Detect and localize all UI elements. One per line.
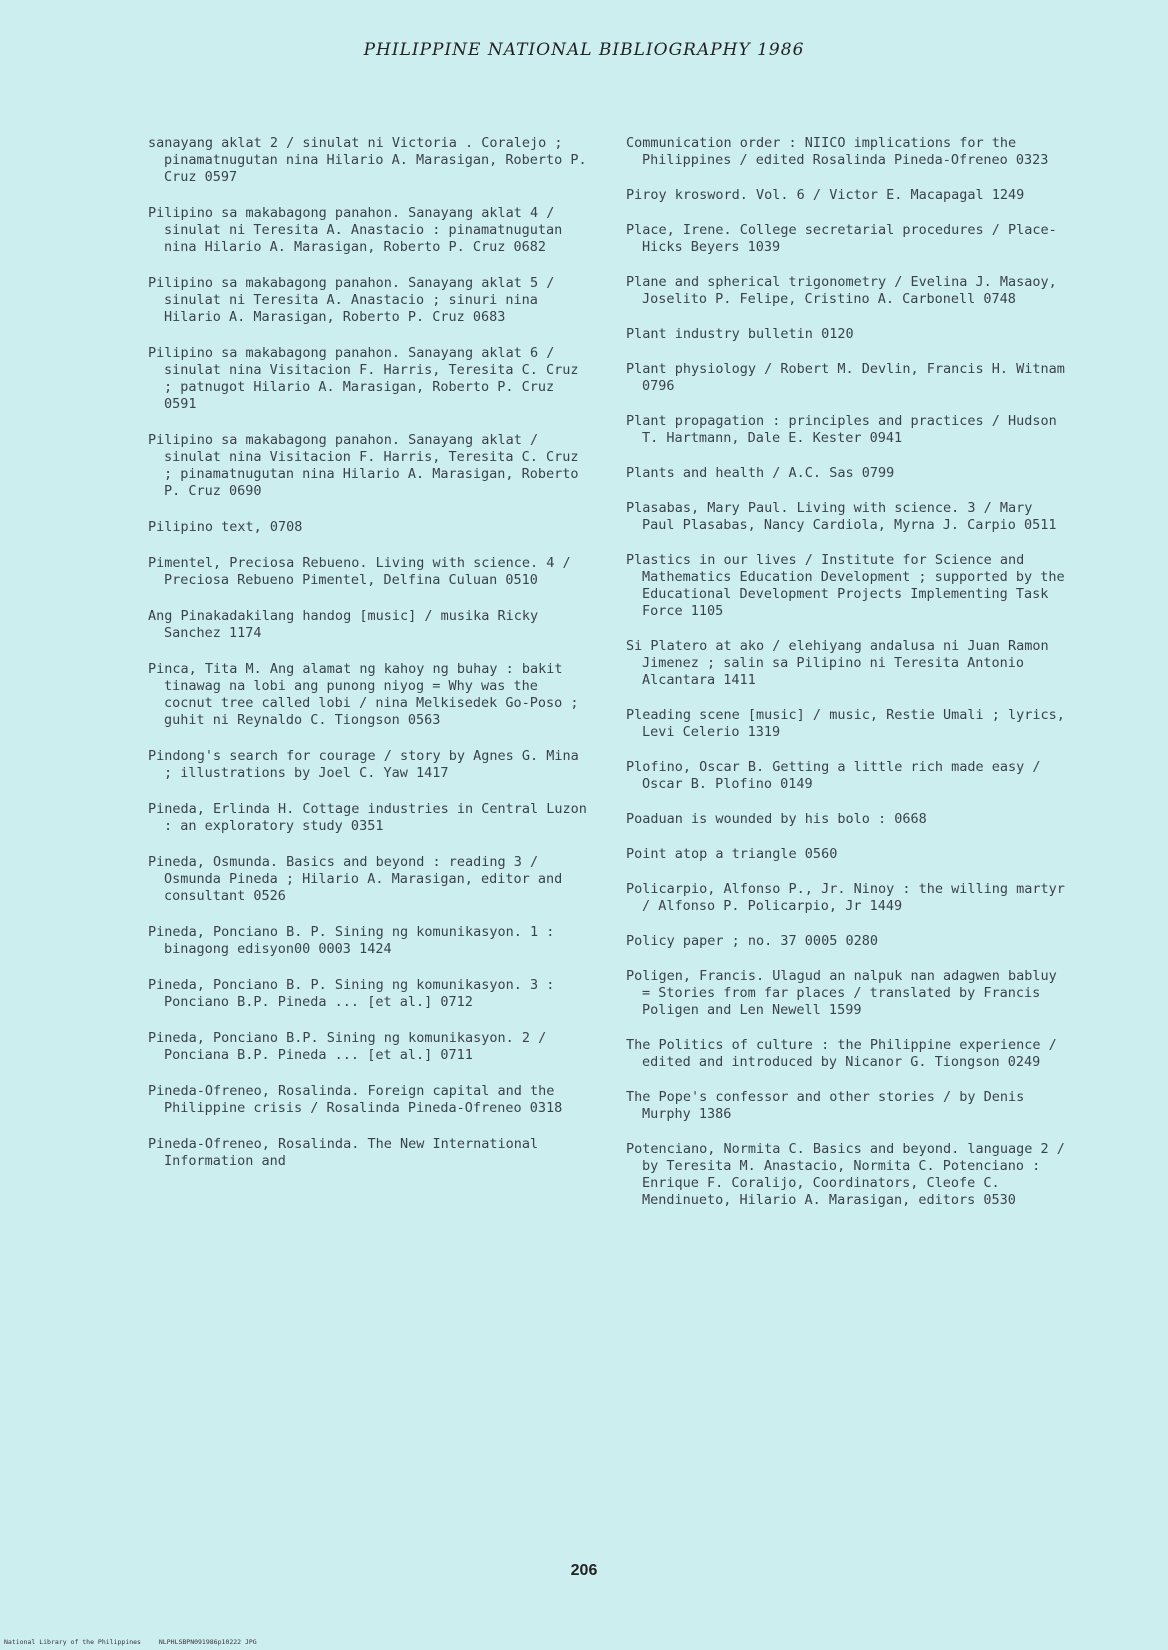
footer-library: National Library of the Philippines — [4, 1638, 141, 1646]
left-column — [148, 135, 588, 1189]
bib-entry: Plant propagation : principles and practices / Hudson T. Hartmann, Dale E. Kester 0941 — [626, 413, 1057, 446]
bib-entry: Plastics in our lives / Institute for Science and Mathematics Education Development ; supported by the Educational Development Projects Implementing Task Force 1105 — [626, 552, 1065, 619]
bib-entry: Pineda, Ponciano B.P. Sining ng komunikasyon. 2 / Ponciana B.P. Pineda ... [et al.] 0711 — [148, 1030, 547, 1063]
bib-entry: Point atop a triangle 0560 — [626, 846, 838, 862]
bib-entry: Poaduan is wounded by his bolo : 0668 — [626, 811, 927, 827]
bib-entry: Plant physiology / Robert M. Devlin, Francis H. Witnam 0796 — [626, 361, 1065, 394]
bib-entry: Pilipino sa makabagong panahon. Sanayang aklat 4 / sinulat ni Teresita A. Anastacio : pinamatnugutan nina Hilario A. Marasigan, Roberto P. Cruz 0682 — [148, 205, 563, 255]
bib-entry: Pineda-Ofreneo, Rosalinda. Foreign capital and the Philippine crisis / Rosalinda Pineda-Ofreneo 0318 — [148, 1083, 563, 1116]
bib-entry: The Pope's confessor and other stories / by Denis Murphy 1386 — [626, 1089, 1025, 1122]
right-column — [626, 135, 1071, 1227]
bib-entry: Piroy krosword. Vol. 6 / Victor E. Macapagal 1249 — [626, 187, 1025, 203]
bib-entry: Pleading scene [music] / music, Restie Umali ; lyrics, Levi Celerio 1319 — [626, 707, 1065, 740]
page-number: 206 — [570, 1562, 598, 1579]
bib-entry: Pineda, Erlinda H. Cottage industries in Central Luzon : an exploratory study 0351 — [148, 801, 587, 834]
bib-entry: Pineda, Osmunda. Basics and beyond : reading 3 / Osmunda Pineda ; Hilario A. Marasigan, editor and consultant 0526 — [148, 854, 563, 904]
bib-entry: Pineda-Ofreneo, Rosalinda. The New International Information and — [148, 1136, 539, 1169]
bib-entry: Pilipino sa makabagong panahon. Sanayang aklat 5 / sinulat ni Teresita A. Anastacio ; sinuri nina Hilario A. Marasigan, Roberto P. Cruz 0683 — [148, 275, 555, 325]
bib-entry: Plane and spherical trigonometry / Evelina J. Masaoy, Joselito P. Felipe, Cristino A. Carbonell 0748 — [626, 274, 1057, 307]
bib-entry: Pilipino text, 0708 — [148, 519, 303, 535]
bib-entry: sanayang aklat 2 / sinulat ni Victoria . Coralejo ; pinamatnugutan nina Hilario A. Marasigan, Roberto P. Cruz 0597 — [148, 135, 587, 185]
bib-entry: Plasabas, Mary Paul. Living with science. 3 / Mary Paul Plasabas, Nancy Cardiola, Myrna J. Carpio 0511 — [626, 500, 1057, 533]
bib-entry: Poligen, Francis. Ulagud an nalpuk nan adagwen babluy = Stories from far places / translated by Francis Poligen and Len Newell 1599 — [626, 968, 1057, 1018]
bib-entry: Pimentel, Preciosa Rebueno. Living with science. 4 / Preciosa Rebueno Pimentel, Delfina Culuan 0510 — [148, 555, 571, 588]
bib-entry: Plofino, Oscar B. Getting a little rich made easy / Oscar B. Plofino 0149 — [626, 759, 1041, 792]
bib-entry: Pinca, Tita M. Ang alamat ng kahoy ng buhay : bakit tinawag na lobi ang punong niyog = Why was the cocnut tree called lobi / nina Melkisedek Go-Poso ; guhit ni Reynaldo C. Tiongson 0563 — [148, 661, 579, 728]
scan-footer — [4, 1638, 271, 1646]
bib-entry: Ang Pinakadakilang handog [music] / musika Ricky Sanchez 1174 — [148, 608, 539, 641]
bib-entry: Plants and health / A.C. Sas 0799 — [626, 465, 895, 481]
bib-entry: Place, Irene. College secretarial procedures / Place-Hicks Beyers 1039 — [626, 222, 1057, 255]
bib-entry: Policy paper ; no. 37 0005 0280 — [626, 933, 878, 949]
footer-file: NLPHLSBPN091986p10222 JPG — [158, 1638, 257, 1646]
bib-entry: The Politics of culture : the Philippine experience / edited and introduced by Nicanor G. Tiongson 0249 — [626, 1037, 1057, 1070]
bib-entry: Potenciano, Normita C. Basics and beyond. language 2 / by Teresita M. Anastacio, Normita C. Potenciano : Enrique F. Coralijo, Coordinators, Cleofe C. Mendinueto, Hilario A. Marasigan, editors 0530 — [626, 1141, 1065, 1208]
bib-entry: Si Platero at ako / elehiyang andalusa ni Juan Ramon Jimenez ; salin sa Pilipino ni Teresita Antonio Alcantara 1411 — [626, 638, 1049, 688]
bib-entry: Communication order : NIICO implications for the Philippines / edited Rosalinda Pineda-Ofreneo 0323 — [626, 135, 1049, 168]
bib-entry: Pineda, Ponciano B. P. Sining ng komunikasyon. 1 : binagong edisyon00 0003 1424 — [148, 924, 555, 957]
bib-entry: Pindong's search for courage / story by Agnes G. Mina ; illustrations by Joel C. Yaw 1417 — [148, 748, 579, 781]
bib-entry: Pilipino sa makabagong panahon. Sanayang aklat / sinulat nina Visitacion F. Harris, Teresita C. Cruz ; pinamatnugutan nina Hilario A. Marasigan, Roberto P. Cruz 0690 — [148, 432, 579, 499]
bib-entry: Pineda, Ponciano B. P. Sining ng komunikasyon. 3 : Ponciano B.P. Pineda ... [et al.] 0712 — [148, 977, 555, 1010]
bib-entry: Policarpio, Alfonso P., Jr. Ninoy : the willing martyr / Alfonso P. Policarpio, Jr 1449 — [626, 881, 1065, 914]
running-header: PHILIPPINE NATIONAL BIBLIOGRAPHY 1986 — [363, 40, 805, 60]
bib-entry: Plant industry bulletin 0120 — [626, 326, 854, 342]
bib-entry: Pilipino sa makabagong panahon. Sanayang aklat 6 / sinulat nina Visitacion F. Harris, Teresita C. Cruz ; patnugot Hilario A. Marasigan, Roberto P. Cruz 0591 — [148, 345, 579, 412]
